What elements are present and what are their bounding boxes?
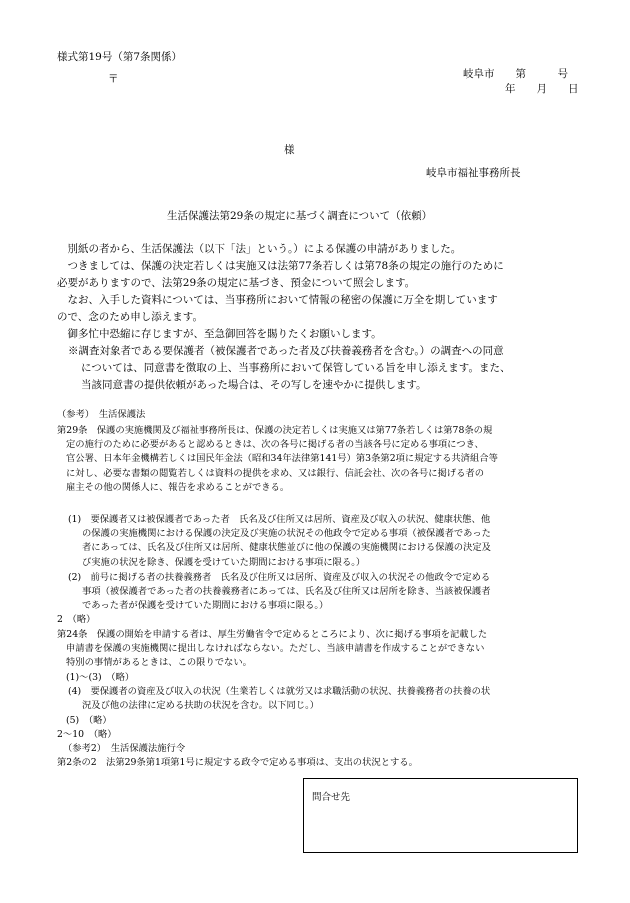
body-line: 御多忙中恐縮に存じますが、至急御回答を賜りたくお願いします。 xyxy=(57,328,382,340)
article-line: 官公署、日本年金機構若しくは国民年金法（昭和34年法律第141号）第3条第2項に規定する共済組合等 xyxy=(66,453,498,465)
consent-note xyxy=(68,343,510,394)
article-24-paragraphs: 2～10 （略） xyxy=(57,729,117,740)
note-line: については、同意書を徴取の上、当事務所において保管している旨を申し添えます。また、 xyxy=(81,362,511,374)
article-29-item-1 xyxy=(68,513,491,570)
article-line: 申請書を保護の実施機関に提出しなければならない。ただし、当該申請書を作成することができない xyxy=(66,643,485,655)
item-line: び実施の状況を除き、保護を受けていた期間における事項に限る。） xyxy=(82,556,366,568)
contact-label: 問合せ先 xyxy=(312,792,351,803)
article-line: 雇主その他の関係人に、報告を求めることができる。 xyxy=(66,481,290,493)
body-line: 必要がありますので、法第29条の規定に基づき、預金について照会します。 xyxy=(57,277,416,289)
article-line: に対し、必要な書類の閲覧若しくは資料の提供を求め、又は銀行、信託会社、次の各号に掲げる者の xyxy=(66,467,484,479)
postal-mark: 〒 xyxy=(108,73,119,85)
item-line: (4) 要保護者の資産及び収入の状況（生業若しくは就労又は求職活動の状況、扶養義務者の扶養の状 xyxy=(68,686,491,697)
body-line: 別紙の者から、生活保護法（以下「法」という。）による保護の申請がありました。 xyxy=(57,243,462,255)
form-number: 様式第19号（第7条関係） xyxy=(57,51,183,63)
reference-heading-2: （参考2） 生活保護法施行令 xyxy=(63,743,186,754)
article-line: 第24条 保護の開始を申請する者は、厚生労働省令で定めるところにより、次に掲げる事項を記載した xyxy=(57,629,488,640)
document-date: 年 月 日 xyxy=(505,83,579,95)
article-24-item-5: (5) （略） xyxy=(66,715,112,726)
article-line: 第29条 保護の実施機関及び福祉事務所長は、保護の決定若しくは実施又は第77条若しくは第78条の規 xyxy=(57,425,493,436)
reference-heading: （参考） 生活保護法 xyxy=(57,409,146,420)
document-number: 岐阜市 第 号 xyxy=(463,68,568,80)
article-24-items-1-3: (1)～(3) （略） xyxy=(66,672,135,683)
body-text xyxy=(57,241,504,343)
article-2-2: 第2条の2 法第29条第1項第1号に規定する政令で定める事項は、支出の状況とする。 xyxy=(57,757,418,768)
item-line: であった者が保護を受けていた期間における事項に限る。） xyxy=(82,600,329,612)
body-line: ので、念のため申し添えます。 xyxy=(57,311,203,323)
article-line: 特別の事情があるときは、この限りでない。 xyxy=(66,657,252,669)
item-line: (2) 前号に掲げる者の扶養義務者 氏名及び住所又は居所、資産及び収入の状況その他政令で定める xyxy=(68,572,491,583)
item-line: (1) 要保護者又は被保護者であった者 氏名及び住所又は居所、資産及び収入の状況、健康状態、他 xyxy=(68,514,491,525)
article-line: 定の施行のために必要があると認めるときは、次の各号に掲げる者の当該各号に定める事項につき、 xyxy=(66,439,484,451)
document-title: 生活保護法第29条の規定に基づく調査について（依頼） xyxy=(167,210,433,222)
sender-name: 岐阜市福祉事務所長 xyxy=(426,167,521,179)
body-line: なお、入手した資料については、当事務所において情報の秘密の保護に万全を期しています xyxy=(57,294,498,306)
article-29-item-2 xyxy=(68,571,491,614)
item-line: 事項（被保護者であった者の扶養義務者にあっては、氏名及び住所又は居所を除き、当該被保護者 xyxy=(82,586,491,598)
article-24-item-4 xyxy=(68,685,490,713)
article-29-paragraph-2: 2 （略） xyxy=(57,614,96,625)
note-line: 当該同意書の提供依頼があった場合は、その写しを速やかに提供します。 xyxy=(81,379,427,391)
body-line: つきましては、保護の決定若しくは実施又は法第77条若しくは第78条の規定の施行のために xyxy=(57,260,504,272)
article-24 xyxy=(57,628,487,671)
addressee-suffix: 様 xyxy=(284,144,295,156)
contact-box xyxy=(303,778,578,853)
item-line: 況及び他の法律に定める扶助の状況を含む。以下同じ。） xyxy=(82,700,320,712)
note-line: ※調査対象者である要保護者（被保護者であった者及び扶養義務者を含む。）の調査への同意 xyxy=(68,345,504,357)
item-line: 者にあっては、氏名及び住所又は居所、健康状態並びに他の保護の実施機関における保護の決定及 xyxy=(82,542,491,554)
article-29 xyxy=(57,424,498,495)
item-line: の保護の実施機関における保護の決定及び実施の状況その他政令で定める事項（被保護者であった xyxy=(82,528,491,540)
